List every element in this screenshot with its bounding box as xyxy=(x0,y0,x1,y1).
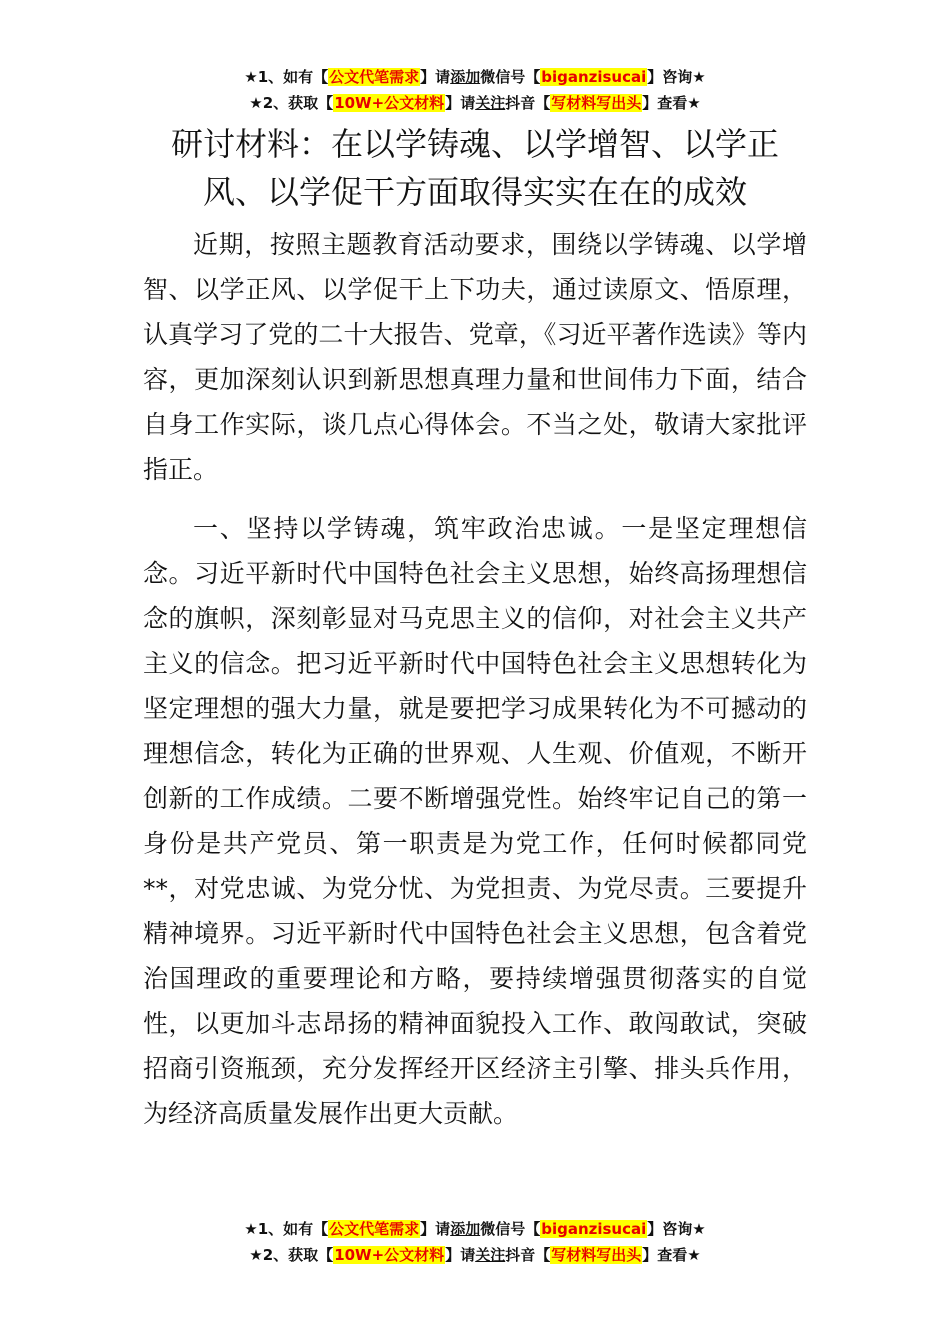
banner-underline: 添加 xyxy=(450,1220,481,1238)
banner-text: ★1、如有【 xyxy=(244,68,329,86)
banner-text: ★2、获取【 xyxy=(249,1246,334,1264)
banner-line-1 xyxy=(0,64,950,90)
banner-highlight: 公文代笔需求 xyxy=(329,68,420,86)
banner-text: ★1、如有【 xyxy=(244,1220,329,1238)
banner-line-2 xyxy=(0,90,950,116)
body-paragraph-2: 一、坚持以学铸魂，筑牢政治忠诚。一是坚定理想信念。习近平新时代中国特色社会主义思想，始终高扬理想信念的旗帜，深刻彰显对马克思主义的信仰，对社会主义共产主义的信念。把习近平新时代中国特色社会主义思想转化为坚定理想的强大力量，就是要把学习成果转化为不可撼动的理想信念，转化为正确的世界观、人生观、价值观，不断开创新的工作成绩。二要不断增强党性。始终牢记自己的第一身份是共产党员、第一职责是为党工作，任何时候都同党**，对党忠诚、为党分忧、为党担责、为党尽责。三要提升精神境界。习近平新时代中国特色社会主义思想，包含着党治国理政的重要理论和方略，要持续增强贯彻落实的自觉性，以更加斗志昂扬的精神面貌投入工作、敢闯敢试，突破招商引资瓶颈，充分发挥经开区经济主引擎、排头兵作用，为经济高质量发展作出更大贡献。 xyxy=(143,514,807,1128)
banner-text: 】咨询★ xyxy=(647,68,706,86)
banner-highlight: biganzisucai xyxy=(541,1220,647,1238)
document-body xyxy=(143,222,807,1136)
banner-text: 微信号【 xyxy=(480,68,541,86)
banner-highlight: 写材料写出头 xyxy=(551,94,642,112)
banner-highlight: 写材料写出头 xyxy=(551,1246,642,1264)
banner-text: 】请 xyxy=(420,1220,451,1238)
banner-text: ★2、获取【 xyxy=(249,94,334,112)
banner-line-1 xyxy=(0,1216,950,1242)
banner-text: 】查看★ xyxy=(642,94,701,112)
banner-text: 】咨询★ xyxy=(647,1220,706,1238)
banner-text: 抖音【 xyxy=(505,94,551,112)
banner-text: 】查看★ xyxy=(642,1246,701,1264)
banner-text: 微信号【 xyxy=(480,1220,541,1238)
banner-highlight: biganzisucai xyxy=(541,68,647,86)
banner-highlight: 10W+公文材料 xyxy=(334,94,445,112)
banner-text: 】请 xyxy=(420,68,451,86)
header-banner xyxy=(0,64,950,116)
body-paragraph-1: 近期，按照主题教育活动要求，围绕以学铸魂、以学增智、以学正风、以学促干上下功夫，通过读原文、悟原理，认真学习了党的二十大报告、党章，《习近平著作选读》等内容，更加深刻认识到新思想真理力量和世间伟力下面，结合自身工作实际，谈几点心得体会。不当之处，敬请大家批评指正。 xyxy=(143,230,807,484)
banner-text: 】请 xyxy=(445,94,476,112)
banner-underline: 关注 xyxy=(475,1246,506,1264)
banner-highlight: 10W+公文材料 xyxy=(334,1246,445,1264)
banner-underline: 添加 xyxy=(450,68,481,86)
banner-text: 抖音【 xyxy=(505,1246,551,1264)
banner-underline: 关注 xyxy=(475,94,506,112)
document-title: 研讨材料：在以学铸魂、以学增智、以学正风、以学促干方面取得实实在在的成效 xyxy=(170,125,779,211)
footer-banner xyxy=(0,1216,950,1268)
banner-text: 】请 xyxy=(445,1246,476,1264)
banner-highlight: 公文代笔需求 xyxy=(329,1220,420,1238)
banner-line-2 xyxy=(0,1242,950,1268)
